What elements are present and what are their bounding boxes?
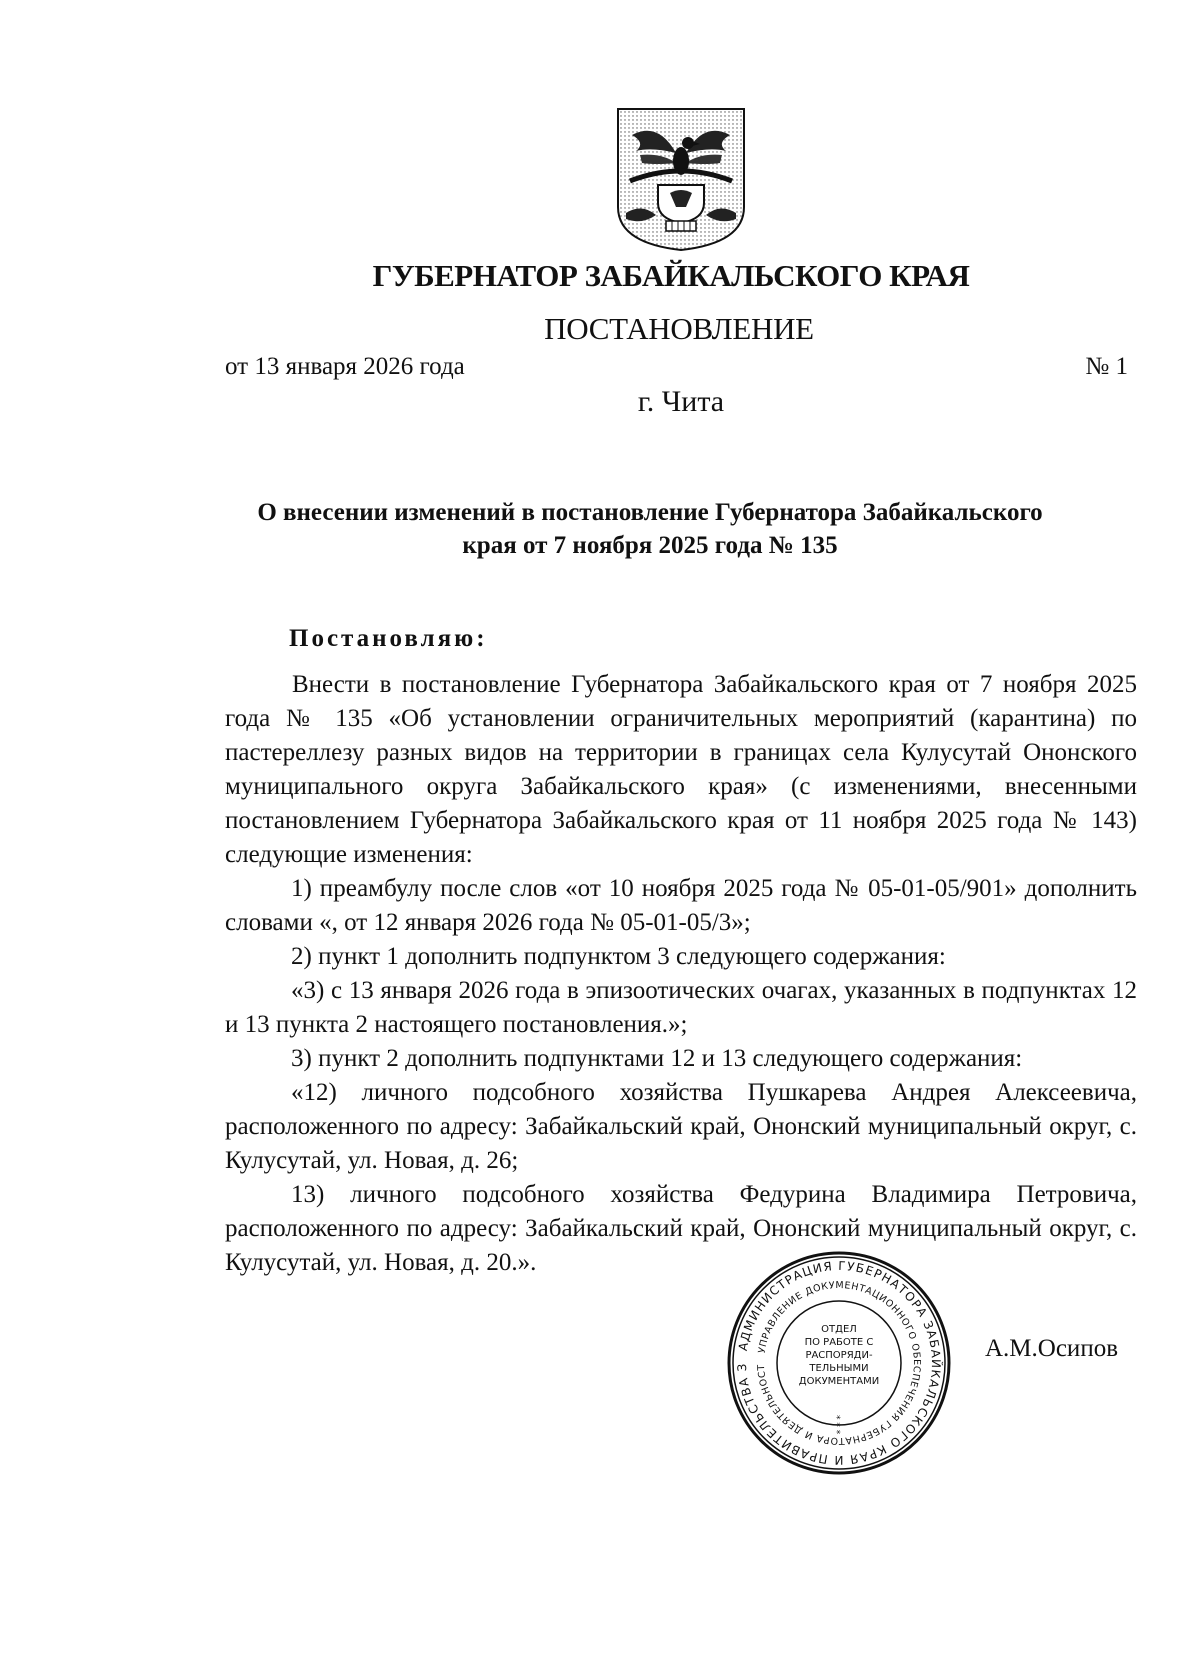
document-body (225, 668, 1137, 1280)
body-paragraph: 13) личного подсобного хозяйства Федурина Владимира Петровича, расположенного по адресу: Забайкальский край, Ононский муниципальный округ, с. Кулусутай, ул. Новая, д. 20.». (225, 1181, 1137, 1276)
issuer-heading: ГУБЕРНАТОР ЗАБАЙКАЛЬСКОГО КРАЯ (372, 258, 970, 293)
body-paragraph: Внести в постановление Губернатора Забайкальского края от 7 ноября 2025 года № 135 «Об установлении ограничительных мероприятий (карантина) по пастереллезу разных видов на территории в границах села Кулусутай Ононского муниципального округа Забайкальского края» (с изменениями, внесенными постановлением Губернатора Забайкальского края от 11 ноября 2025 года № 143) следующие изменения: (225, 671, 1137, 868)
title-line: О внесении изменений в постановление Губернатора Забайкальского (257, 499, 1043, 526)
stamp-center-line: ОТДЕЛ (821, 1324, 857, 1335)
body-paragraph: 1) преамбулу после слов «от 10 ноября 2025 года № 05-01-05/901» дополнить словами «, от 12 января 2026 года № 05-01-05/3»; (225, 875, 1137, 936)
signatory-name: А.М.Осипов (985, 1335, 1118, 1362)
stamp-center-line: ДОКУМЕНТАМИ (798, 1376, 880, 1387)
body-paragraph: «12) личного подсобного хозяйства Пушкарева Андрея Алексеевича, расположенного по адресу: Забайкальский край, Ононский муниципальный округ, с. Кулусутай, ул. Новая, д. 26; (225, 1079, 1137, 1174)
body-paragraph: 3) пункт 2 дополнить подпунктами 12 и 13 следующего содержания: (291, 1045, 1023, 1072)
body-paragraph: 2) пункт 1 дополнить подпунктом 3 следующего содержания: (291, 943, 946, 970)
resolution-word: Постановляю: (289, 625, 488, 652)
coat-of-arms-icon (612, 103, 750, 253)
stamp-stars: * * * (831, 1415, 841, 1435)
stamp-inner-text: УПРАВЛЕНИЕ ДОКУМЕНТАЦИОННОГО ОБЕСПЕЧЕНИЯ ГУБЕРНАТОРА И ДЕЯТЕЛЬНОСТ (755, 1279, 923, 1447)
document-date: от 13 января 2026 года (225, 353, 465, 380)
title-line: края от 7 ноября 2025 года № 135 (462, 532, 838, 559)
stamp-center-line: ПО РАБОТЕ С (804, 1337, 874, 1348)
document-number: № 1 (1085, 353, 1128, 380)
stamp-center-line: РАСПОРЯДИ- (805, 1350, 873, 1361)
body-paragraph: «3) с 13 января 2026 года в эпизоотических очагах, указанных в подпунктах 12 и 13 пункта 2 настоящего постановления.»; (225, 977, 1137, 1038)
document-type: ПОСТАНОВЛЕНИЕ (544, 311, 814, 346)
document-city: г. Чита (637, 385, 725, 418)
stamp-outer-text: АДМИНИСТРАЦИЯ ГУБЕРНАТОРА ЗАБАЙКАЛЬСКОГО КРАЯ И ПРАВИТЕЛЬСТВА З (734, 1258, 944, 1468)
document-title (150, 496, 1150, 562)
official-stamp (726, 1250, 952, 1476)
stamp-center-line: ТЕЛЬНЫМИ (809, 1363, 869, 1374)
